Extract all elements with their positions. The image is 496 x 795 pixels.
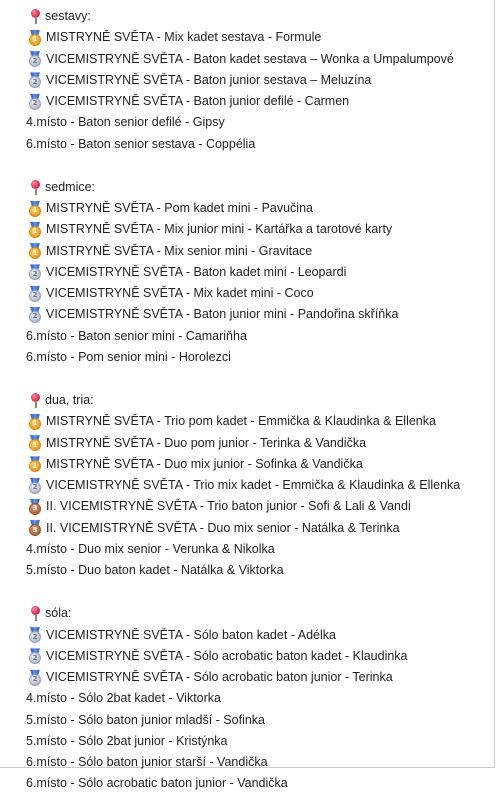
- result-item: [26, 560, 492, 581]
- section-header-label: sestavy:: [45, 9, 91, 23]
- result-text: VICEMISTRYNĚ SVĚTA - Sólo acrobatic baton kadet - Klaudinka: [46, 648, 408, 663]
- silver-medal-icon: 2: [28, 478, 42, 494]
- gold-medal-icon: 1: [28, 30, 42, 46]
- pushpin-icon: [30, 393, 42, 408]
- result-text: MISTRYNĚ SVĚTA - Pom kadet mini - Pavučina: [46, 201, 313, 215]
- result-text: 6.místo - Sólo acrobatic baton junior - Vandička: [26, 776, 288, 791]
- result-text: MISTRYNĚ SVĚTA - Trio pom kadet - Emmička & Klaudinka & Ellenka: [46, 414, 436, 429]
- result-text: 6.místo - Baton senior mini - Camariňha: [26, 328, 247, 343]
- bronze-medal-icon: 3: [28, 499, 42, 515]
- gold-medal-icon: 1: [28, 243, 42, 259]
- result-text: VICEMISTRYNĚ SVĚTA - Baton junior sestava – Meluzína: [46, 72, 372, 87]
- result-item: [28, 475, 492, 496]
- result-text: 4.místo - Sólo 2bat kadet - Viktorka: [26, 691, 222, 706]
- result-text: 6.místo - Baton senior sestava - Coppélia: [26, 136, 256, 151]
- gold-medal-icon: 1: [28, 201, 42, 217]
- gold-medal-icon: 1: [28, 435, 42, 451]
- section: [28, 603, 492, 794]
- gold-medal-icon: 1: [28, 456, 42, 472]
- section-header: [28, 603, 492, 624]
- result-text: VICEMISTRYNĚ SVĚTA - Baton kadet sestava – Wonka a Umpalumpové: [46, 51, 454, 66]
- section: [28, 6, 492, 155]
- result-item: [28, 496, 492, 517]
- result-text: MISTRYNĚ SVĚTA - Duo mix junior - Sofinka & Vandička: [46, 456, 363, 471]
- section: [28, 390, 492, 581]
- result-text: 4.místo - Baton senior defilé - Gipsy: [26, 115, 225, 130]
- result-item: [28, 433, 492, 454]
- result-text: VICEMISTRYNĚ SVĚTA - Baton kadet mini - Leopardi: [46, 264, 347, 279]
- silver-medal-icon: 2: [28, 648, 42, 664]
- result-item: [28, 518, 492, 539]
- result-item: [26, 710, 492, 731]
- result-text: MISTRYNĚ SVĚTA - Mix kadet sestava - Formule: [46, 30, 322, 45]
- result-item: [28, 219, 492, 240]
- pushpin-icon: [30, 9, 42, 24]
- result-item: [28, 454, 492, 475]
- result-item: [28, 625, 492, 646]
- result-text: VICEMISTRYNĚ SVĚTA - Trio mix kadet - Emmička & Klaudinka & Ellenka: [46, 478, 461, 492]
- bronze-medal-icon: 3: [28, 520, 42, 536]
- result-text: VICEMISTRYNĚ SVĚTA - Sólo baton kadet - Adélka: [46, 627, 336, 642]
- result-item: [28, 27, 492, 48]
- section-header: [28, 177, 492, 198]
- section-header-label: sedmice:: [45, 179, 96, 194]
- result-text: 6.místo - Sólo baton junior starší - Vandička: [26, 755, 268, 769]
- result-item: [26, 773, 492, 794]
- result-item: [28, 283, 492, 304]
- silver-medal-icon: 2: [28, 670, 42, 686]
- section-header: [28, 6, 492, 27]
- gold-medal-icon: 1: [28, 222, 42, 238]
- result-text: 5.místo - Sólo 2bat junior - Kristýnka: [26, 733, 228, 748]
- result-item: [28, 70, 492, 91]
- section-header-label: dua, tria:: [45, 393, 94, 407]
- result-text: VICEMISTRYNĚ SVĚTA - Baton junior defilé - Carmen: [46, 94, 350, 108]
- result-text: VICEMISTRYNĚ SVĚTA - Baton junior mini - Pandořina skříňka: [46, 307, 399, 322]
- result-item: [26, 112, 492, 133]
- result-text: 4.místo - Duo mix senior - Verunka & Nikolka: [26, 541, 275, 556]
- result-item: [26, 539, 492, 560]
- result-item: [28, 304, 492, 325]
- result-item: [26, 347, 492, 368]
- result-item: [28, 91, 492, 112]
- silver-medal-icon: 2: [28, 286, 42, 302]
- result-text: 5.místo - Sólo baton junior mladší - Sofinka: [26, 712, 266, 727]
- result-text: II. VICEMISTRYNĚ SVĚTA - Trio baton junior - Sofi & Lali & Vandi: [46, 499, 411, 514]
- result-text: 5.místo - Duo baton kadet - Natálka & Viktorka: [26, 563, 284, 577]
- result-item: [26, 326, 492, 347]
- result-item: [28, 646, 492, 667]
- result-item: [26, 688, 492, 709]
- result-item: [28, 49, 492, 70]
- silver-medal-icon: 2: [28, 51, 42, 67]
- result-text: MISTRYNĚ SVĚTA - Duo pom junior - Terinka & Vandička: [46, 435, 367, 450]
- result-item: [28, 241, 492, 262]
- result-item: [28, 411, 492, 432]
- result-item: [28, 198, 492, 219]
- section-header: [28, 390, 492, 411]
- section-header-label: sóla:: [45, 606, 72, 621]
- silver-medal-icon: 2: [28, 72, 42, 88]
- result-item: [26, 134, 492, 155]
- pushpin-icon: [30, 606, 42, 621]
- silver-medal-icon: 2: [28, 307, 42, 323]
- result-item: [26, 731, 492, 752]
- result-text: MISTRYNĚ SVĚTA - Mix junior mini - Kartářka a tarotové karty: [46, 222, 393, 237]
- result-text: VICEMISTRYNĚ SVĚTA - Mix kadet mini - Coco: [46, 286, 314, 300]
- result-item: [28, 262, 492, 283]
- result-text: MISTRYNĚ SVĚTA - Mix senior mini - Gravitace: [46, 243, 313, 258]
- result-item: [28, 667, 492, 688]
- message-body: [28, 6, 492, 795]
- silver-medal-icon: 2: [28, 627, 42, 643]
- result-text: II. VICEMISTRYNĚ SVĚTA - Duo mix senior - Natálka & Terinka: [46, 520, 400, 535]
- section: [28, 177, 492, 368]
- silver-medal-icon: 2: [28, 94, 42, 110]
- pushpin-icon: [30, 180, 42, 195]
- result-text: VICEMISTRYNĚ SVĚTA - Sólo acrobatic baton junior - Terinka: [46, 670, 393, 684]
- result-item: [26, 752, 492, 773]
- gold-medal-icon: 1: [28, 414, 42, 430]
- result-text: 6.místo - Pom senior mini - Horolezci: [26, 349, 231, 364]
- silver-medal-icon: 2: [28, 264, 42, 280]
